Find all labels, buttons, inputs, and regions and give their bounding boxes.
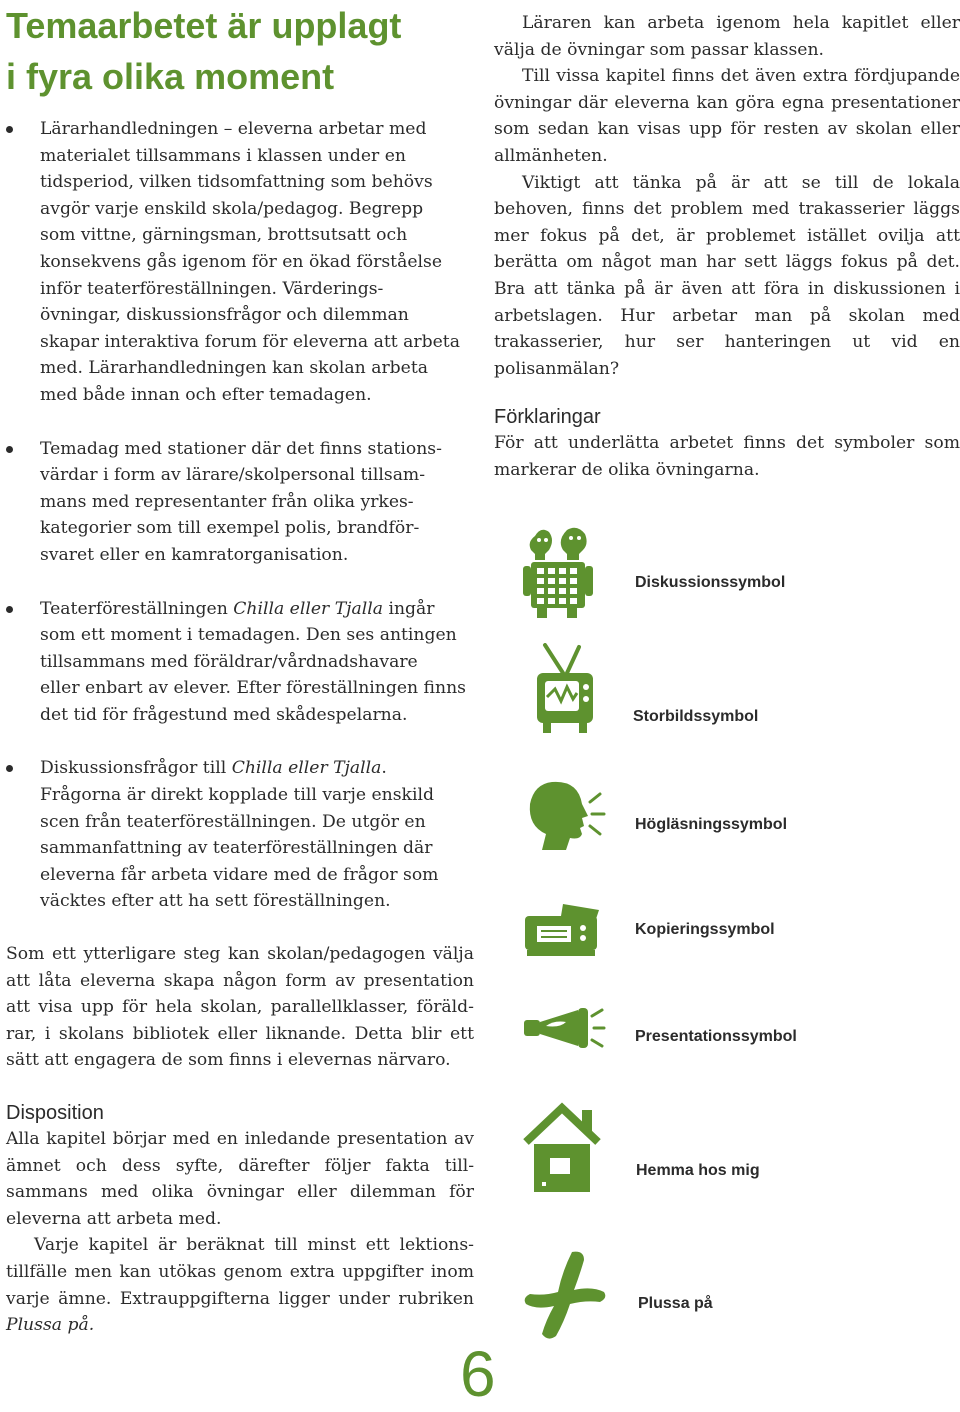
symbol-label-hoglasning: Högläsningssymbol (635, 816, 788, 833)
bullet-dot (6, 606, 13, 613)
symbol-label-plussa: Plussa på (638, 1295, 713, 1312)
bullet-line: skapar interaktiva forum för eleverna att arbeta (40, 331, 460, 352)
bullet-line: tillsammans med föräldrar/vårdnadshavare (40, 651, 418, 672)
bullet-line: Frågorna är direkt kopplade till varje enskild (40, 785, 434, 806)
bullet-line: materialet tillsammans i klassen under en (40, 145, 406, 166)
symbol-label-presentation: Presentationssymbol (635, 1028, 797, 1045)
text-run: Teaterföreställningen (40, 598, 234, 619)
bullet-line: scen från teaterföreställningen. De utgör en (40, 811, 426, 832)
symbol-label-diskussion: Diskussionssymbol (635, 574, 786, 591)
right-paragraph-1: Läraren kan arbeta igenom hela kapitlet eller välja de övningar som passar klassen. (494, 13, 960, 60)
bullet-item-teaterforestallning (6, 596, 474, 729)
symbol-label-hemma: Hemma hos mig (636, 1162, 760, 1179)
moment-list (6, 116, 474, 915)
disposition-paragraph-1: Alla kapitel börjar med en inledande presentation av ämnet och dess syfte, därefter följer fakta till-sammans med olika övningar eller dilemman för eleverna att arbeta med. (6, 1129, 474, 1229)
page-heading (6, 0, 476, 102)
disposition-title: Disposition (6, 1102, 104, 1124)
heading-line-2: i fyra olika moment (6, 56, 335, 97)
bullet-line: det tid för frågestund med skådespelarna. (40, 704, 408, 725)
bullet-item-temadag (6, 436, 474, 569)
bullet-line: svaret eller en kamratorganisation. (40, 544, 349, 565)
bullet-line (40, 596, 474, 623)
bullet-line: inför teaterföreställningen. Värderings- (40, 278, 384, 299)
bullet-line: värdar i form av lärare/skolpersonal tillsam- (40, 465, 426, 486)
bullet-line: som ett moment i temadagen. Den ses antingen (40, 625, 457, 646)
megaphone-icon (522, 1006, 606, 1050)
page-number: 6 (460, 1338, 496, 1410)
plussa-pa-italic: Plussa på. (6, 1315, 95, 1336)
house-icon (520, 1100, 604, 1194)
bullet-line (40, 755, 474, 782)
bullet-line: konsekvens gås igenom för en ökad förståelse (40, 251, 442, 272)
bullet-dot (6, 126, 13, 133)
discussion-icon (521, 526, 601, 618)
bullet-line: avgör varje enskild skola/pedagog. Begrepp (40, 198, 424, 219)
bullet-line: Lärarhandledningen – eleverna arbetar med (40, 119, 427, 139)
right-column (494, 10, 960, 484)
bullet-line: övningar, diskussionsfrågor och dilemman (40, 305, 409, 326)
left-column (6, 116, 474, 1339)
presentation-paragraph: Som ett ytterligare steg kan skolan/pedagogen välja att låta eleverna skapa någon form av presentation att visa upp för hela skolan, parallellklasser, föräld-rar, i skolans bibliotek eller liknande. Detta blir ett sätt att engagera de som finns i elevernas närvaro. (6, 944, 474, 1071)
bullet-line: eller enbart av elever. Efter föreställningen finns (40, 678, 466, 699)
bullet-line: mans med representanter från olika yrkes- (40, 491, 414, 512)
play-title: Chilla eller Tjalla (233, 598, 383, 619)
text-run: Varje kapitel är beräknat till minst ett lektions-tillfälle men kan utökas genom extra uppgifter inom varje ämne. Extrauppgifterna ligger under rubriken (6, 1235, 474, 1309)
heading-line-1: Temaarbetet är upplagt (6, 5, 402, 46)
bullet-item-diskussionsfragor (6, 755, 474, 915)
right-paragraph-2: Till vissa kapitel finns det även extra fördjupande övningar där eleverna kan göra egna presentationer som sedan kan visas upp för resten av skolan eller allmänheten. (494, 66, 960, 166)
speaking-head-icon (526, 780, 606, 850)
text-run: ingår (382, 598, 435, 619)
bullet-line: eleverna får arbeta vidare med de frågor som (40, 864, 439, 885)
text-run: Diskussionsfrågor till (40, 758, 232, 779)
symbol-label-kopiering: Kopieringssymbol (635, 921, 775, 938)
bullet-item-lararhandledning (6, 116, 474, 409)
bullet-line: som vittne, gärningsman, brottsutsatt och (40, 225, 408, 246)
copier-icon (523, 902, 603, 960)
bullet-line: med. Lärarhandledningen kan skolan arbeta (40, 358, 428, 379)
bullet-line: med både innan och efter temadagen. (40, 384, 372, 405)
bullet-line: Temadag med stationer där det finns stations- (40, 438, 442, 459)
bullet-line: sammanfattning av teaterföreställningen där (40, 838, 433, 859)
play-title: Chilla eller Tjalla (231, 758, 382, 779)
bullet-line: kategorier som till exempel polis, brandför- (40, 518, 420, 539)
tv-icon (533, 643, 597, 735)
bullet-dot (6, 765, 13, 772)
bullet-dot (6, 446, 13, 453)
bullet-line: väcktes efter att ha sett föreställningen. (40, 891, 391, 912)
disposition-paragraph-2 (6, 1232, 474, 1338)
forklaringar-paragraph: För att underlätta arbetet finns det symboler som markerar de olika övningarna. (494, 433, 960, 480)
symbol-label-storbild: Storbildssymbol (633, 708, 759, 725)
plus-icon (524, 1250, 610, 1340)
right-paragraph-3: Viktigt att tänka på är att se till de lokala behoven, finns det problem med trakasserier läggs mer fokus på det, är problemet istället ovilja att berätta om något man har sett läggs fokus på det. Bra att tänka på är även att föra in diskussionen i arbetslagen. Hur arbetar man på skolan med trakasserier, hur ser hanteringen ut vid en polisanmälan? (494, 172, 960, 379)
text-run: . (381, 758, 387, 779)
bullet-line: tidsperiod, vilken tidsomfattning som behövs (40, 172, 433, 193)
forklaringar-title: Förklaringar (494, 406, 601, 429)
